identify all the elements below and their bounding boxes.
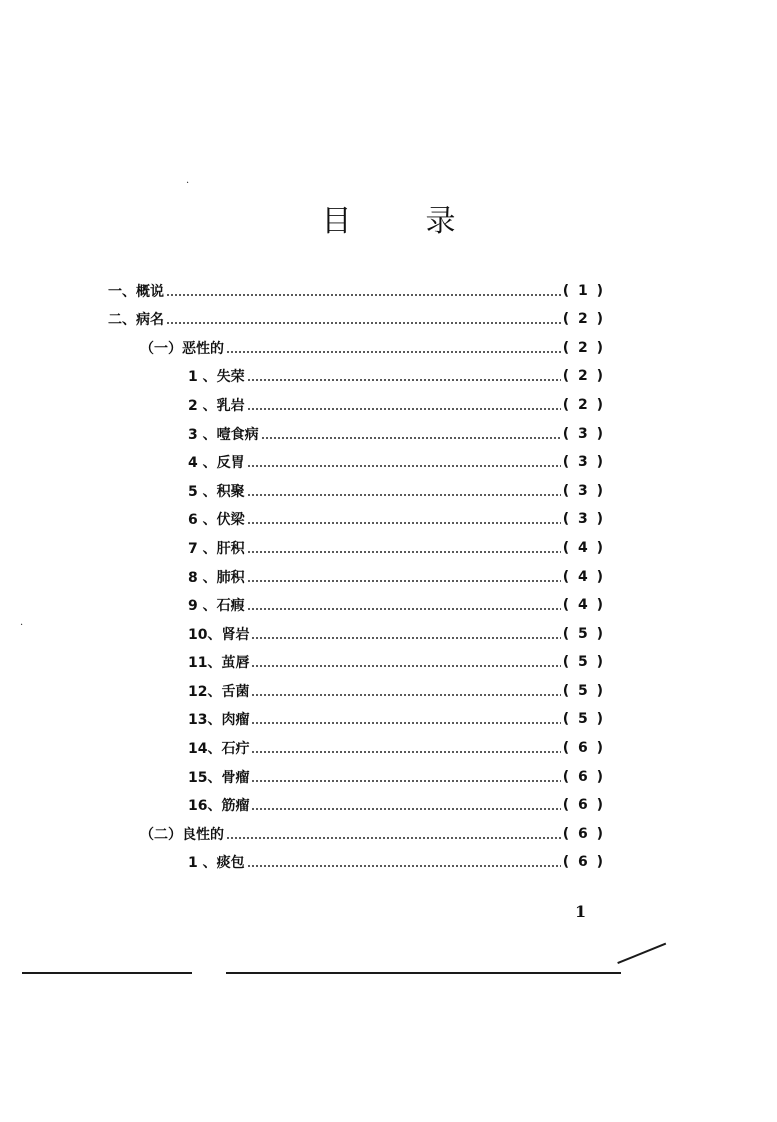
toc-entry-number: （一）	[140, 341, 182, 357]
toc-entry-label: 舌菌	[221, 684, 250, 700]
toc-entry-page: ( 3 )	[562, 483, 605, 499]
toc-entry-label: 恶性的	[182, 341, 224, 357]
toc-entry[interactable]	[188, 451, 605, 473]
toc-entry-page: ( 3 )	[562, 454, 605, 470]
toc-entry[interactable]	[188, 566, 605, 588]
dot-leader	[251, 808, 560, 810]
dot-leader	[247, 551, 561, 553]
toc-entry-label: 石疔	[221, 741, 250, 757]
dot-leader	[247, 865, 561, 867]
toc-entry-label: 肾岩	[221, 627, 250, 643]
toc-entry[interactable]	[188, 651, 605, 673]
toc-entry-page: ( 1 )	[562, 283, 605, 299]
toc-entry[interactable]	[188, 423, 605, 445]
dot-leader	[251, 694, 560, 696]
toc-entry[interactable]	[188, 508, 605, 530]
toc-entry[interactable]	[140, 337, 605, 359]
toc-entry-page: ( 5 )	[562, 654, 605, 670]
toc-entry-number: 7 、	[188, 541, 217, 557]
toc-entry-number: 9 、	[188, 598, 217, 614]
toc-entry-number: 6 、	[188, 512, 217, 528]
toc-entry-page: ( 6 )	[562, 854, 605, 870]
dot-leader	[166, 322, 561, 324]
dot-leader	[251, 637, 560, 639]
toc-entry-label: 病名	[136, 312, 164, 328]
toc-entry-page: ( 5 )	[562, 711, 605, 727]
title-char-1: 目	[321, 204, 352, 239]
toc-entry-label: 概说	[136, 284, 164, 300]
toc-entry[interactable]	[188, 594, 605, 616]
toc-entry-label: 筋瘤	[221, 798, 250, 814]
dot-leader	[251, 751, 560, 753]
toc-entry-number: 1 、	[188, 369, 217, 385]
dot-leader	[247, 522, 561, 524]
toc-entry[interactable]	[188, 680, 605, 702]
dot-leader	[226, 351, 561, 353]
scan-speck: ·	[186, 178, 190, 189]
toc-entry-number: 11、	[188, 655, 222, 671]
toc-entry-label: 肺积	[216, 570, 245, 586]
scan-speck: ·	[20, 620, 24, 631]
dot-leader	[261, 437, 561, 439]
scan-edge-line	[22, 972, 192, 974]
toc-entry-number: 16、	[188, 798, 222, 814]
dot-leader	[251, 722, 560, 724]
toc-entry-page: ( 3 )	[562, 511, 605, 527]
toc-entry[interactable]	[188, 794, 605, 816]
toc-entry-page: ( 2 )	[562, 340, 605, 356]
toc-entry[interactable]	[188, 766, 605, 788]
toc-entry[interactable]	[188, 537, 605, 559]
toc-entry-number: 13、	[188, 712, 222, 728]
title-char-2: 录	[425, 204, 456, 239]
toc-entry-number: 14、	[188, 741, 222, 757]
toc-entry-page: ( 2 )	[562, 397, 605, 413]
toc-entry-label: 乳岩	[216, 398, 245, 414]
toc-entry-label: 积聚	[216, 484, 245, 500]
toc-entry-number: 5 、	[188, 484, 217, 500]
scan-edge-line	[226, 972, 621, 974]
toc-entry-number: 12、	[188, 684, 222, 700]
page-number: 1	[575, 902, 587, 921]
toc-entry-page: ( 3 )	[562, 426, 605, 442]
dot-leader	[251, 780, 560, 782]
toc-entry-label: 石瘕	[216, 598, 245, 614]
toc-entry-label: 肝积	[216, 541, 245, 557]
dot-leader	[247, 494, 561, 496]
toc-entry-number: 一、	[108, 284, 136, 300]
toc-entry-label: 痰包	[216, 855, 245, 871]
toc-entry-page: ( 5 )	[562, 683, 605, 699]
toc-entry-label: 茧唇	[221, 655, 250, 671]
toc-entry[interactable]	[188, 480, 605, 502]
toc-entry-page: ( 2 )	[562, 368, 605, 384]
dot-leader	[247, 379, 561, 381]
toc-entry-label: 良性的	[182, 827, 224, 843]
toc-entry-number: 4 、	[188, 455, 217, 471]
toc-entry-label: 骨瘤	[221, 770, 250, 786]
toc-entry[interactable]	[108, 280, 605, 302]
toc-entry[interactable]	[188, 394, 605, 416]
page-title	[0, 196, 777, 240]
dot-leader	[226, 837, 561, 839]
dot-leader	[166, 294, 561, 296]
toc-entry[interactable]	[188, 365, 605, 387]
toc-entry-label: 噎食病	[216, 427, 259, 443]
toc-entry-number: 2 、	[188, 398, 217, 414]
toc-entry-page: ( 4 )	[562, 540, 605, 556]
dot-leader	[247, 465, 561, 467]
toc-entry-number: （二）	[140, 827, 182, 843]
toc-entry-number: 15、	[188, 770, 222, 786]
toc-entry-label: 肉瘤	[221, 712, 250, 728]
toc-entry-page: ( 6 )	[562, 740, 605, 756]
dot-leader	[251, 665, 560, 667]
scan-edge-line	[617, 943, 666, 964]
toc-entry-number: 8 、	[188, 570, 217, 586]
toc-entry[interactable]	[188, 708, 605, 730]
toc-entry[interactable]	[188, 623, 605, 645]
toc-entry-number: 1 、	[188, 855, 217, 871]
toc-entry-page: ( 5 )	[562, 626, 605, 642]
toc-entry-label: 失荣	[216, 369, 245, 385]
toc-entry[interactable]	[140, 823, 605, 845]
toc-entry-label: 伏梁	[216, 512, 245, 528]
dot-leader	[247, 408, 561, 410]
dot-leader	[247, 580, 561, 582]
toc-entry-number: 二、	[108, 312, 136, 328]
toc-entry-page: ( 6 )	[562, 826, 605, 842]
toc-entry-page: ( 6 )	[562, 769, 605, 785]
toc-entry-page: ( 2 )	[562, 311, 605, 327]
toc-entry-number: 3 、	[188, 427, 217, 443]
toc-entry-page: ( 4 )	[562, 597, 605, 613]
toc-entry[interactable]	[188, 737, 605, 759]
toc-entry[interactable]	[108, 308, 605, 330]
toc-entry-label: 反胃	[216, 455, 245, 471]
dot-leader	[247, 608, 561, 610]
toc-entry[interactable]	[188, 851, 605, 873]
toc-entry-page: ( 6 )	[562, 797, 605, 813]
toc-entry-page: ( 4 )	[562, 569, 605, 585]
toc-entry-number: 10、	[188, 627, 222, 643]
